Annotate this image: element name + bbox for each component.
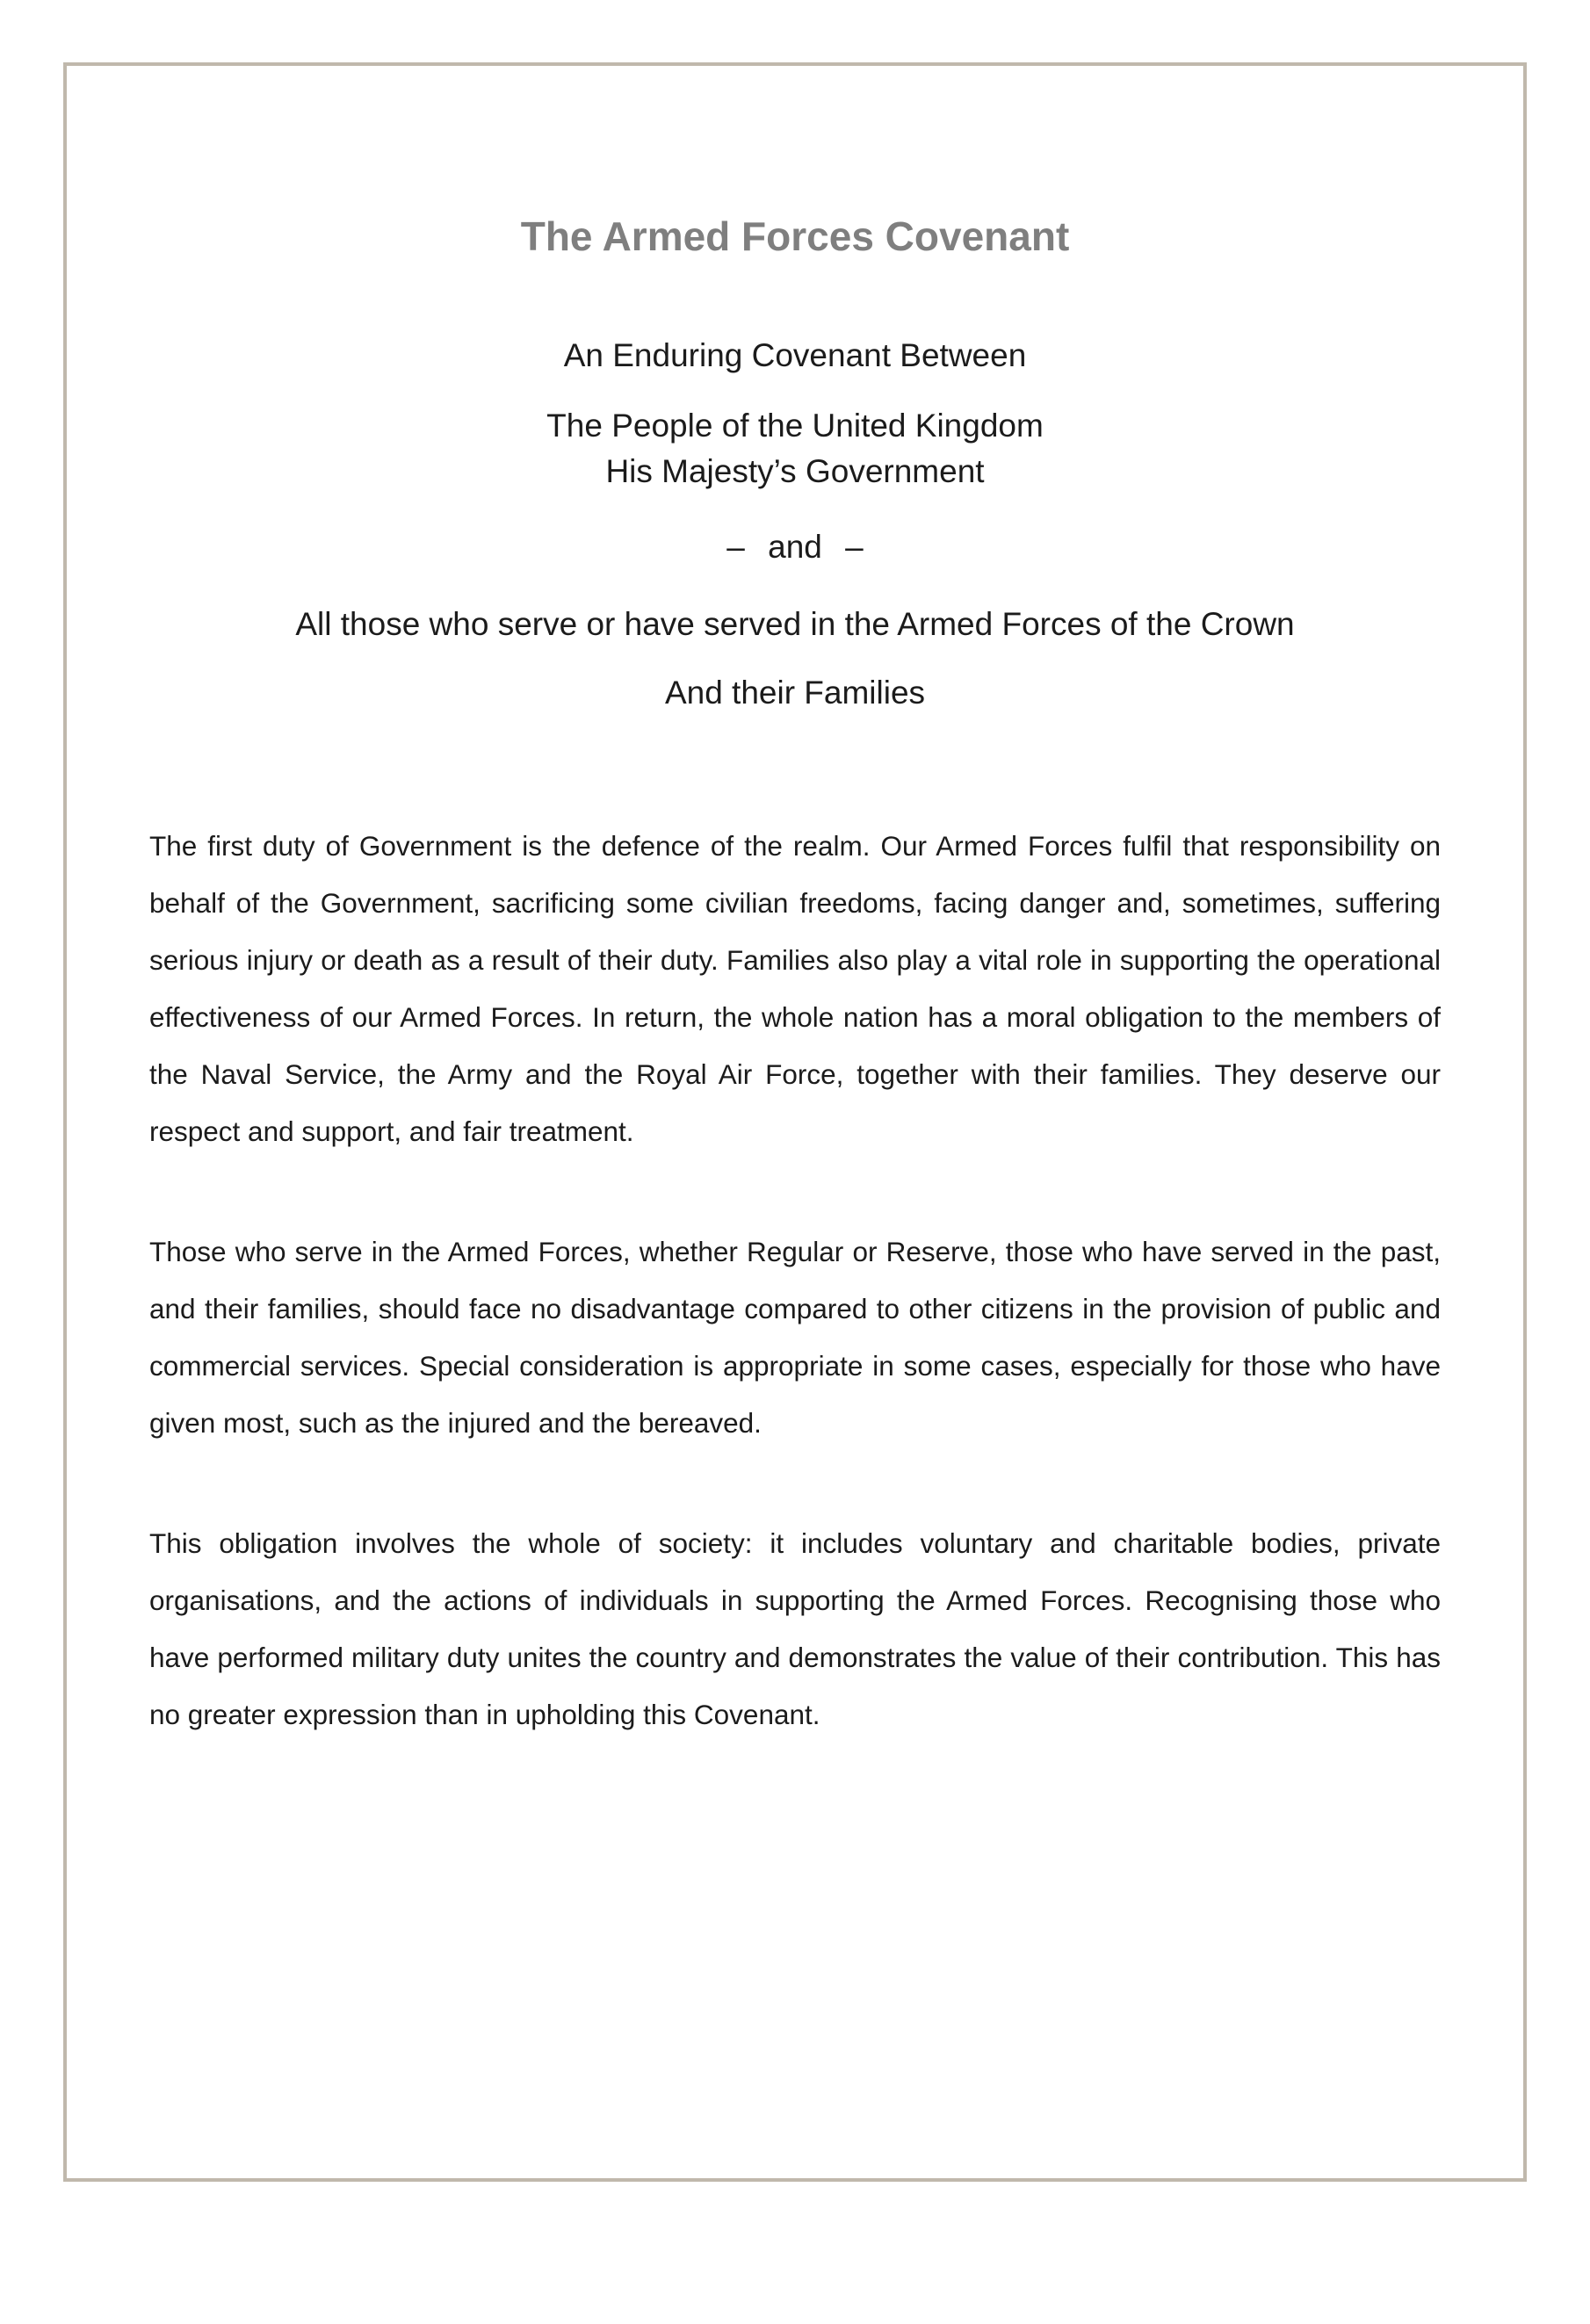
- paragraph-no-disadvantage: Those who serve in the Armed Forces, whether Regular or Reserve, those who have served in the past, and their families, should face no disadvantage compared to other citizens in the provision of public and commercial services. Special consideration is appropriate in some cases, especially for those who have given most, such as the injured and the bereaved.: [149, 1236, 1441, 1439]
- party-government: His Majesty’s Government: [605, 453, 985, 489]
- body-text: [149, 818, 1441, 1743]
- page-border-frame: [63, 62, 1527, 2182]
- party-families: And their Families: [664, 675, 926, 711]
- document-content: [67, 212, 1523, 2324]
- paragraph-whole-of-society: This obligation involves the whole of society: it includes voluntary and charitable bodies, private organisations, and the actions of individuals in supporting the Armed Forces. Recognising those who have performed military duty unites the country and demonstrates the value of their contribution. This has no greater expression than in upholding this Covenant.: [149, 1527, 1441, 1730]
- document-title: The Armed Forces Covenant: [520, 213, 1070, 259]
- party-people-of-uk: The People of the United Kingdom: [546, 408, 1044, 444]
- and-separator: – and –: [726, 529, 864, 565]
- paragraph-first-duty: The first duty of Government is the defence of the realm. Our Armed Forces fulfil that responsibility on behalf of the Government, sacrificing some civilian freedoms, facing danger and, sometimes, suffering serious injury or death as a result of their duty. Families also play a vital role in supporting the operational effectiveness of our Armed Forces. In return, the whole nation has a moral obligation to the members of the Naval Service, the Army and the Royal Air Force, together with their families. They deserve our respect and support, and fair treatment.: [149, 830, 1441, 1147]
- covenant-subtitle: An Enduring Covenant Between: [563, 337, 1027, 373]
- party-armed-forces: All those who serve or have served in the Armed Forces of the Crown: [295, 606, 1295, 642]
- parties-group: [149, 403, 1441, 494]
